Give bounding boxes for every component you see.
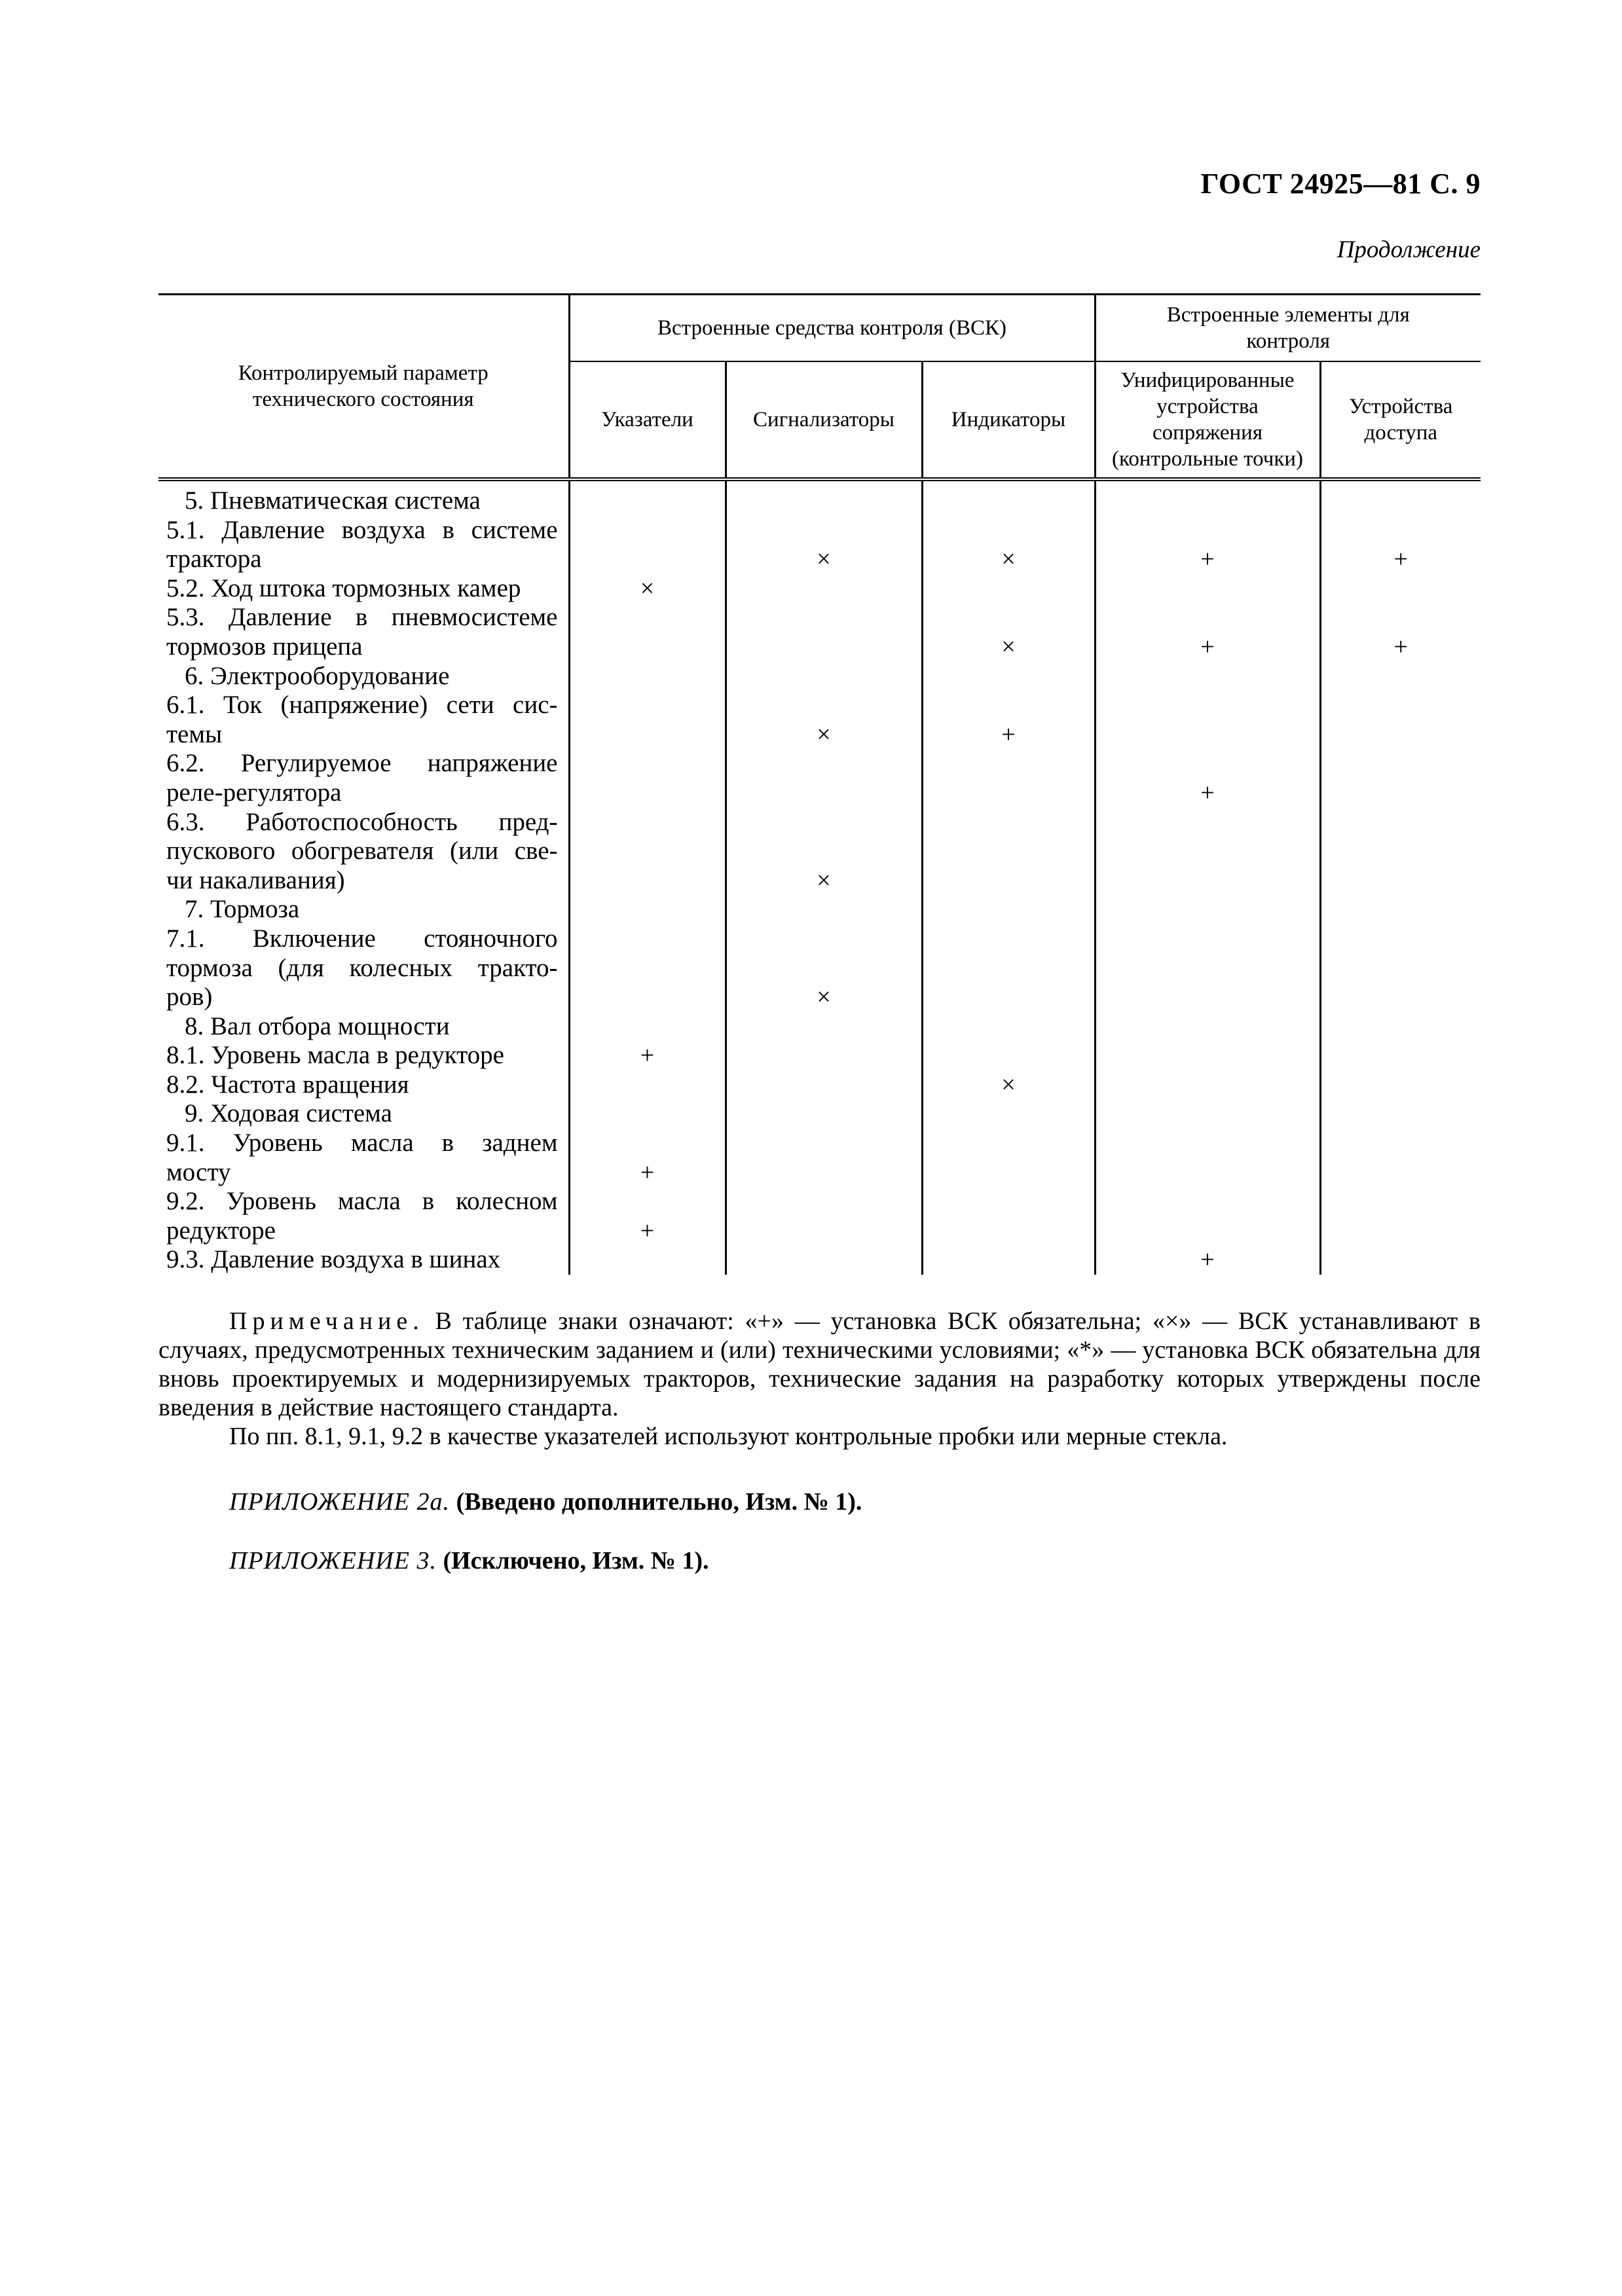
param-cell: 9.2. Уровень масла в колесном [158, 1187, 569, 1216]
table-row [158, 1158, 1481, 1188]
mark-cell [922, 632, 1095, 662]
appendix-title: ПРИЛОЖЕНИЕ 2а. [229, 1488, 450, 1516]
mark-cell [1095, 1070, 1320, 1100]
param-cell: 7. Тормоза [158, 895, 569, 924]
mark: + [640, 1042, 655, 1070]
mark-cell [726, 1041, 922, 1070]
mark-cell [1320, 954, 1481, 983]
mark-cell [569, 691, 726, 720]
mark-cell [922, 1099, 1095, 1129]
mark-cell [1095, 1245, 1320, 1275]
table-row [158, 1216, 1481, 1246]
mark-cell [922, 662, 1095, 691]
mark-cell [726, 720, 922, 750]
mark: × [817, 983, 831, 1011]
param-cell: 8.1. Уровень масла в редукторе [158, 1041, 569, 1070]
param-cell: пускового обогревателя (или све- [158, 837, 569, 866]
mark-cell [922, 603, 1095, 632]
mark-cell [922, 954, 1095, 983]
appendix-2a [229, 1487, 862, 1516]
mark-cell [726, 632, 922, 662]
mark-cell [726, 954, 922, 983]
table-row [158, 603, 1481, 632]
mark-cell [1095, 1158, 1320, 1188]
mark: + [1200, 1246, 1215, 1274]
mark-cell [922, 1012, 1095, 1042]
mark-cell [569, 720, 726, 750]
table-row [158, 749, 1481, 778]
table-row [158, 691, 1481, 720]
mark-cell [726, 662, 922, 691]
mark-cell [1095, 1012, 1320, 1042]
mark-cell [726, 1070, 922, 1100]
mark-cell [726, 808, 922, 837]
mark-cell [1095, 983, 1320, 1012]
mark-cell [1320, 479, 1481, 516]
mark-cell [1095, 808, 1320, 837]
mark-cell [1320, 837, 1481, 866]
page-header: ГОСТ 24925—81 С. 9 [1200, 168, 1481, 200]
mark-cell [569, 1070, 726, 1100]
param-cell: тормоза (для колесных тракто- [158, 954, 569, 983]
table-row [158, 983, 1481, 1012]
header-signals: Сигнализаторы [726, 361, 922, 479]
mark-cell [1095, 1041, 1320, 1070]
mark-cell [569, 1099, 726, 1129]
mark-cell [922, 1187, 1095, 1216]
mark: × [817, 720, 831, 748]
mark-cell [1320, 1158, 1481, 1188]
param-cell: 6.1. Ток (напряжение) сети сис- [158, 691, 569, 720]
mark-cell [1095, 749, 1320, 778]
table-row [158, 1099, 1481, 1129]
mark-cell [1320, 895, 1481, 924]
table-row [158, 808, 1481, 837]
param-cell: 5.1. Давление воздуха в системе [158, 516, 569, 545]
mark-cell [922, 574, 1095, 604]
mark-cell [1320, 720, 1481, 750]
mark: × [817, 545, 831, 574]
table-row [158, 545, 1481, 574]
mark-cell [922, 983, 1095, 1012]
mark-cell [922, 720, 1095, 750]
mark-cell [922, 1245, 1095, 1275]
table-row [158, 1012, 1481, 1042]
mark-cell [1095, 837, 1320, 866]
table-row [158, 954, 1481, 983]
param-cell: 5.2. Ход штока тормозных камер [158, 574, 569, 604]
mark-cell [569, 808, 726, 837]
mark-cell [569, 924, 726, 954]
mark-cell [726, 837, 922, 866]
mark: + [640, 1216, 655, 1245]
mark-cell [569, 479, 726, 516]
param-cell: 5.3. Давление в пневмосистеме [158, 603, 569, 632]
mark-cell [569, 1041, 726, 1070]
mark-cell [922, 866, 1095, 896]
mark-cell [922, 545, 1095, 574]
mark-cell [1320, 1099, 1481, 1129]
param-cell: ров) [158, 983, 569, 1012]
header-access: Устройства доступа [1320, 361, 1481, 479]
param-cell: 9.3. Давление воздуха в шинах [158, 1245, 569, 1275]
mark-cell [922, 1216, 1095, 1246]
mark-cell [1320, 545, 1481, 574]
mark-cell [569, 632, 726, 662]
param-cell: 6.2. Регулируемое напряжение [158, 749, 569, 778]
mark-cell [1095, 603, 1320, 632]
mark: + [1001, 720, 1016, 748]
mark-cell [1095, 720, 1320, 750]
mark-cell [726, 866, 922, 896]
param-cell: чи накаливания) [158, 866, 569, 896]
mark: + [640, 1158, 655, 1186]
mark-cell [1320, 1070, 1481, 1100]
mark-cell [569, 954, 726, 983]
table-row [158, 1070, 1481, 1100]
mark-cell [1320, 1129, 1481, 1158]
mark: + [1200, 778, 1215, 807]
mark-cell [1320, 778, 1481, 808]
mark-cell [569, 1187, 726, 1216]
table-row [158, 720, 1481, 750]
mark-cell [726, 1158, 922, 1188]
mark-cell [1320, 983, 1481, 1012]
mark-cell [569, 662, 726, 691]
param-cell: редукторе [158, 1216, 569, 1246]
mark-cell [922, 924, 1095, 954]
mark-cell [569, 895, 726, 924]
mark-cell [1095, 954, 1320, 983]
mark-cell [1320, 866, 1481, 896]
mark-cell [1095, 1099, 1320, 1129]
mark-cell [1320, 632, 1481, 662]
mark-cell [1095, 1129, 1320, 1158]
table-row [158, 895, 1481, 924]
table-body [158, 479, 1481, 1275]
param-cell: 9. Ходовая система [158, 1099, 569, 1129]
mark: × [640, 574, 655, 602]
mark-cell [922, 691, 1095, 720]
continuation-label: Продолжение [1336, 236, 1481, 263]
mark-cell [1320, 749, 1481, 778]
mark-cell [1320, 574, 1481, 604]
mark-cell [1320, 1245, 1481, 1275]
mark: + [1393, 632, 1408, 661]
note-second: По пп. 8.1, 9.1, 9.2 в качестве указателей используют контрольные пробки или мерные стекла. [229, 1423, 1228, 1450]
mark-cell [1095, 895, 1320, 924]
mark-cell [1320, 516, 1481, 545]
mark-cell [726, 1012, 922, 1042]
mark-cell [1320, 1041, 1481, 1070]
mark-cell [726, 895, 922, 924]
mark-cell [726, 1216, 922, 1246]
param-cell: мосту [158, 1158, 569, 1188]
note-label: Примечание. [229, 1307, 424, 1335]
mark-cell [922, 479, 1095, 516]
table-row [158, 1245, 1481, 1275]
param-cell: трактора [158, 545, 569, 574]
table-row [158, 574, 1481, 604]
param-cell: реле-регулятора [158, 778, 569, 808]
param-cell: 9.1. Уровень масла в заднем [158, 1129, 569, 1158]
mark-cell [1095, 545, 1320, 574]
mark-cell [569, 778, 726, 808]
mark-cell [922, 749, 1095, 778]
appendix-3 [229, 1546, 709, 1575]
mark-cell [1320, 662, 1481, 691]
mark-cell [569, 1158, 726, 1188]
mark-cell [726, 1129, 922, 1158]
header-group-elements: Встроенные элементы для контроля [1095, 295, 1481, 362]
mark-cell [1320, 1187, 1481, 1216]
table-row [158, 837, 1481, 866]
mark-cell [1095, 924, 1320, 954]
mark-cell [922, 1041, 1095, 1070]
param-cell: 5. Пневматическая система [158, 479, 569, 516]
mark-cell [726, 691, 922, 720]
header-interfaces: Унифицированные устройства сопряжения (контрольные точки) [1095, 361, 1320, 479]
mark-cell [1095, 691, 1320, 720]
mark-cell [569, 545, 726, 574]
mark-cell [726, 778, 922, 808]
mark-cell [922, 1158, 1095, 1188]
table-row [158, 479, 1481, 516]
mark-cell [1095, 662, 1320, 691]
mark-cell [1320, 603, 1481, 632]
mark-cell [1095, 1187, 1320, 1216]
mark-cell [569, 749, 726, 778]
mark-cell [1320, 808, 1481, 837]
mark-cell [569, 574, 726, 604]
table-row [158, 1187, 1481, 1216]
mark-cell [922, 895, 1095, 924]
mark-cell [569, 983, 726, 1012]
table-row [158, 662, 1481, 691]
appendix-title: ПРИЛОЖЕНИЕ 3. [229, 1547, 437, 1575]
mark-cell [726, 479, 922, 516]
mark-cell [726, 1245, 922, 1275]
table-row [158, 1129, 1481, 1158]
mark-cell [922, 837, 1095, 866]
notes [158, 1307, 1481, 1451]
mark-cell [569, 1012, 726, 1042]
header-group-vsk: Встроенные средства контроля (ВСК) [569, 295, 1095, 362]
mark-cell [569, 1129, 726, 1158]
mark-cell [726, 574, 922, 604]
table-row [158, 1041, 1481, 1070]
table-row [158, 866, 1481, 896]
mark-cell [569, 603, 726, 632]
param-cell: 6.3. Работоспособность пред- [158, 808, 569, 837]
table-row [158, 516, 1481, 545]
mark: × [1001, 1070, 1016, 1099]
parameters-table [158, 293, 1481, 1275]
mark-cell [726, 516, 922, 545]
mark-cell [922, 516, 1095, 545]
param-cell: 8.2. Частота вращения [158, 1070, 569, 1100]
note-paragraph [158, 1307, 1481, 1422]
appendix-status: (Введено дополнительно, Изм. № 1). [456, 1488, 862, 1516]
mark: + [1200, 545, 1215, 574]
mark-cell [569, 516, 726, 545]
mark-cell [726, 983, 922, 1012]
header-indicators: Указатели [569, 361, 726, 479]
param-cell: 8. Вал отбора мощности [158, 1012, 569, 1042]
mark-cell [1095, 479, 1320, 516]
mark-cell [1320, 691, 1481, 720]
mark: + [1393, 545, 1408, 574]
mark-cell [922, 778, 1095, 808]
mark-cell [569, 1245, 726, 1275]
mark-cell [922, 1129, 1095, 1158]
mark-cell [1320, 1012, 1481, 1042]
mark-cell [1095, 778, 1320, 808]
mark-cell [569, 837, 726, 866]
param-cell: тормозов прицепа [158, 632, 569, 662]
mark: × [1001, 632, 1016, 661]
param-cell: 7.1. Включение стояночного [158, 924, 569, 954]
mark-cell [922, 808, 1095, 837]
mark-cell [726, 603, 922, 632]
mark-cell [726, 924, 922, 954]
mark-cell [1320, 1216, 1481, 1246]
table-row [158, 778, 1481, 808]
mark-cell [1320, 924, 1481, 954]
mark-cell [1095, 632, 1320, 662]
mark-cell [726, 1099, 922, 1129]
mark-cell [1095, 516, 1320, 545]
mark-cell [569, 866, 726, 896]
mark-cell [1095, 1216, 1320, 1246]
mark: × [817, 866, 831, 894]
note-text: В таблице знаки означают: «+» — установка ВСК обязательна; «×» — ВСК устанавливают в случаях, предусмотренных техническим заданием и (или) техническими условиями; «*» — установка ВСК обязательна для вновь проектируемых и модернизируемых тракторов, технические задания на разработку которых утверждены после введения в действие настоящего стандарта. [158, 1307, 1481, 1421]
appendix-status: (Исключено, Изм. № 1). [443, 1547, 709, 1575]
mark-cell [726, 1187, 922, 1216]
param-cell: 6. Электрооборудование [158, 662, 569, 691]
table-row [158, 924, 1481, 954]
mark-cell [726, 749, 922, 778]
mark: + [1200, 632, 1215, 661]
header-param: Контролируемый параметр технического состояния [158, 295, 569, 480]
header-displays: Индикаторы [922, 361, 1095, 479]
mark: × [1001, 545, 1016, 574]
mark-cell [569, 1216, 726, 1246]
mark-cell [1095, 574, 1320, 604]
param-cell: темы [158, 720, 569, 750]
mark-cell [726, 545, 922, 574]
table-row [158, 632, 1481, 662]
mark-cell [922, 1070, 1095, 1100]
mark-cell [1095, 866, 1320, 896]
